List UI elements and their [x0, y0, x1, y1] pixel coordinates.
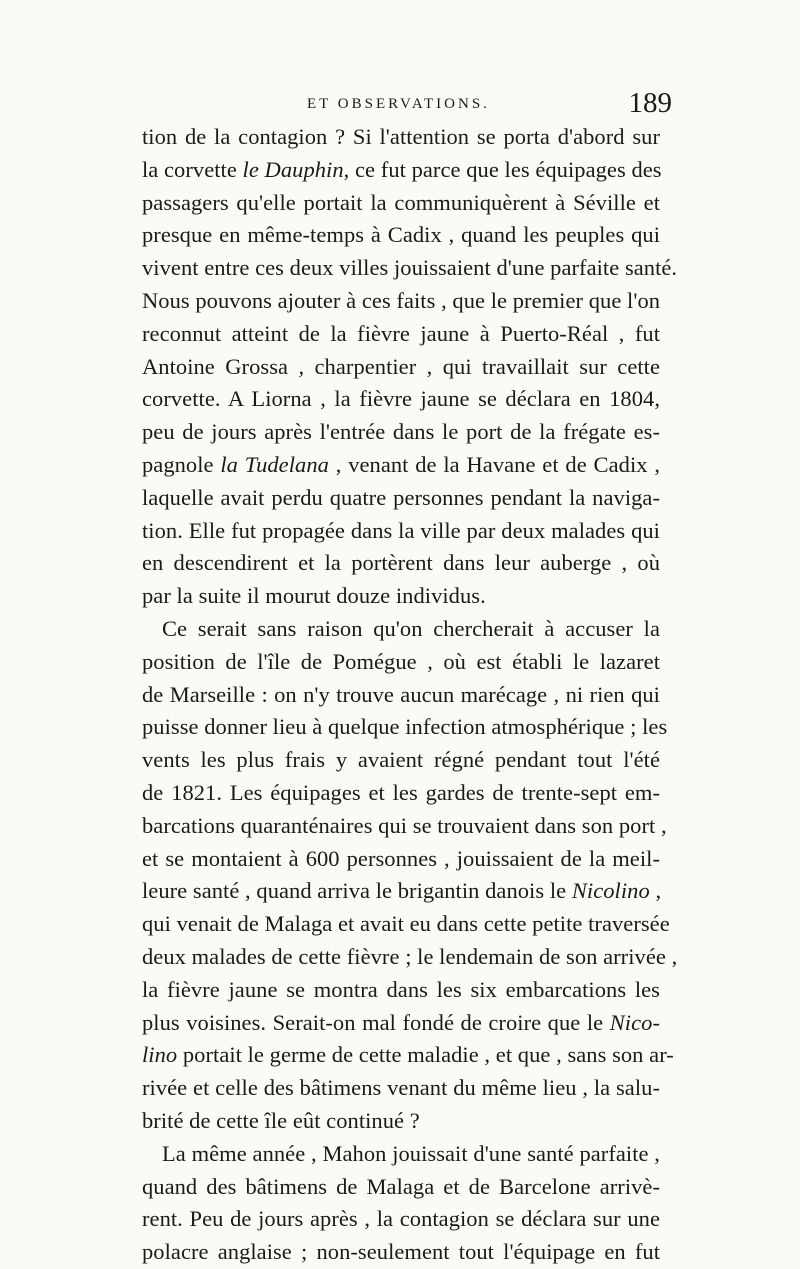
running-title: ET OBSERVATIONS.: [307, 96, 490, 112]
text-line: [142, 580, 660, 613]
text-line: [142, 613, 660, 646]
text-line: [142, 252, 678, 285]
text-line: [142, 1039, 674, 1072]
italic-text: lino: [142, 1042, 178, 1068]
text-segment: , venant de la Havane et de Cadix ,: [328, 451, 661, 477]
text-segment: de 1821. Les équipages et les gardes de trente-sept em-: [142, 779, 660, 805]
text-line: [142, 810, 667, 843]
text-segment: peu de jours après l'entrée dans le port de la frégate es-: [142, 419, 660, 445]
italic-text: la Tudelana: [220, 451, 329, 477]
text-segment: la corvette: [142, 156, 243, 182]
italic-text: le Dauphin: [242, 156, 344, 182]
text-segment: barcations quaranténaires qui se trouvaient dans son port ,: [142, 812, 667, 838]
text-segment: de Marseille : on n'y trouve aucun marécage , ni rien qui: [142, 681, 660, 707]
text-segment: reconnut atteint de la fièvre jaune à Puerto-Réal , fut: [142, 320, 660, 346]
text-line: [142, 908, 670, 941]
text-segment: Ce serait sans raison qu'on chercherait à accuser la: [162, 615, 660, 641]
text-segment: la fièvre jaune se montra dans les six embarcations les: [142, 976, 660, 1002]
text-segment: puisse donner lieu à quelque infection atmosphérique ; les: [142, 714, 668, 740]
text-line: [142, 383, 660, 416]
text-line: [142, 219, 660, 252]
text-segment: presque en même-temps à Cadix , quand les peuples qui: [142, 222, 660, 248]
text-line: [142, 1236, 660, 1269]
text-segment: Nous pouvons ajouter à ces faits , que le premier que l'on: [142, 287, 661, 313]
body-text: [142, 121, 678, 1269]
text-line: [142, 318, 660, 351]
text-line: [142, 777, 660, 810]
text-segment: polacre anglaise ; non-seulement tout l'équipage en fut: [142, 1239, 660, 1265]
running-head: [142, 87, 672, 122]
text-line: [142, 449, 660, 482]
text-segment: , ce fut parce que les équipages des: [343, 156, 662, 182]
italic-text: Nicolino: [571, 878, 650, 904]
text-segment: qui venait de Malaga et avait eu dans cette petite traversée: [142, 911, 670, 937]
text-line: [142, 351, 660, 384]
text-line: [142, 482, 660, 515]
text-line: [142, 1203, 660, 1236]
text-segment: Antoine Grossa , charpentier , qui travaillait sur cette: [142, 353, 660, 379]
text-line: [142, 1072, 660, 1105]
text-line: [142, 121, 660, 154]
text-segment: quand des bâtimens de Malaga et de Barcelone arrivè-: [142, 1173, 660, 1199]
text-line: [142, 679, 660, 712]
text-segment: tion. Elle fut propagée dans la ville par deux malades qui: [142, 517, 660, 543]
text-segment: portait le germe de cette maladie , et que , sans son ar-: [177, 1042, 674, 1068]
text-line: [142, 547, 660, 580]
text-segment: corvette. A Liorna , la fièvre jaune se déclara en 1804,: [142, 386, 660, 412]
text-line: [142, 744, 660, 777]
text-line: [142, 515, 660, 548]
text-segment: deux malades de cette fièvre ; le lendemain de son arrivée ,: [142, 943, 678, 969]
text-line: [142, 974, 660, 1007]
text-line: [142, 1007, 660, 1040]
text-line: [142, 646, 660, 679]
text-segment: ,: [649, 878, 662, 904]
text-segment: par la suite il mourut douze individus.: [142, 583, 486, 609]
text-line: [142, 1138, 660, 1171]
text-line: [142, 416, 660, 449]
text-line: [142, 1105, 660, 1138]
text-line: [142, 941, 678, 974]
text-line: [142, 1171, 660, 1204]
text-segment: plus voisines. Serait-on mal fondé de croire que le: [142, 1009, 610, 1035]
text-segment: vents les plus frais y avaient régné pendant tout l'été: [142, 747, 660, 773]
text-line: [142, 154, 660, 187]
text-segment: leure santé , quand arriva le brigantin danois le: [142, 878, 572, 904]
text-segment: en descendirent et la portèrent dans leur auberge , où: [142, 550, 660, 576]
page-number: 189: [628, 87, 672, 119]
text-segment: tion de la contagion ? Si l'attention se porta d'abord sur: [142, 124, 660, 149]
text-segment: passagers qu'elle portait la communiquèrent à Séville et: [142, 189, 660, 215]
text-segment: La même année , Mahon jouissait d'une santé parfaite ,: [162, 1140, 660, 1166]
text-line: [142, 285, 660, 318]
text-segment: rivée et celle des bâtimens venant du même lieu , la salu-: [142, 1075, 660, 1101]
text-segment: et se montaient à 600 personnes , jouissaient de la meil-: [142, 845, 660, 871]
text-line: [142, 875, 660, 908]
text-line: [142, 843, 660, 876]
text-line: [142, 711, 668, 744]
text-segment: position de l'île de Pomégue , où est établi le lazaret: [142, 648, 660, 674]
text-segment: brité de cette île eût continué ?: [142, 1107, 420, 1133]
text-segment: vivent entre ces deux villes jouissaient d'une parfaite santé.: [142, 255, 678, 281]
text-segment: rent. Peu de jours après , la contagion se déclara sur une: [142, 1206, 660, 1232]
text-line: [142, 187, 660, 220]
text-segment: pagnole: [142, 451, 221, 477]
text-segment: laquelle avait perdu quatre personnes pendant la naviga-: [142, 484, 660, 510]
italic-text: Nico-: [609, 1009, 660, 1035]
